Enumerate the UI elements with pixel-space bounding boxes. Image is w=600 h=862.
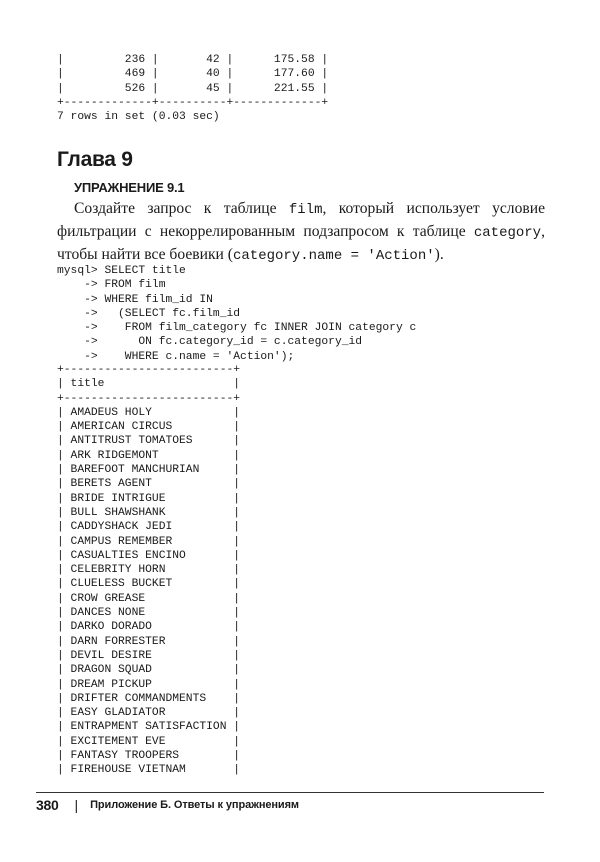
text-segment: , чтобы найти все боевики ( [57, 223, 545, 263]
result-line: | 236 | 42 | 175.58 | [57, 54, 329, 66]
text-segment: , который использует условие фильтрации с некоррелированным подзапросом к таблице [57, 200, 545, 240]
table-row: | CASUALTIES ENCINO | [57, 549, 241, 562]
table-row: | AMADEUS HOLY | [57, 406, 241, 419]
query-line: -> WHERE film_id IN [57, 293, 213, 306]
table-rows [57, 406, 240, 778]
table-row: | DANCES NONE | [57, 607, 241, 620]
inline-code-film: film [288, 202, 323, 218]
result-border: +-------------+----------+-------------+ [57, 96, 329, 109]
running-title: Приложение Б. Ответы к упражнениям [90, 799, 299, 811]
table-row: | DRIFTER COMMANDMENTS | [57, 692, 241, 705]
query-line: mysql> SELECT title [57, 265, 186, 277]
page-number: 380 [36, 797, 59, 813]
table-row: | CROW GREASE | [57, 592, 241, 605]
query-line: -> ON fc.category_id = c.category_id [57, 336, 363, 349]
inline-code-category: category [473, 225, 542, 241]
result-line: | 526 | 45 | 221.55 | [57, 82, 329, 95]
result-line: | 469 | 40 | 177.60 | [57, 68, 329, 81]
table-row: | ENTRAPMENT SATISFACTION | [57, 721, 241, 734]
rows-in-set: 7 rows in set (0.03 sec) [57, 111, 220, 124]
exercise-text [57, 198, 545, 267]
result-table [57, 363, 240, 778]
table-row: | DEVIL DESIRE | [57, 649, 241, 662]
table-row: | DREAM PICKUP | [57, 678, 241, 691]
page-footer [36, 797, 299, 813]
table-row: | BERETS AGENT | [57, 478, 241, 491]
query-line: -> WHERE c.name = 'Action'); [57, 350, 295, 363]
query-line: -> FROM film_category fc INNER JOIN category c [57, 322, 417, 335]
table-row: | CELEBRITY HORN | [57, 564, 241, 577]
table-row: | DARKO DORADO | [57, 621, 241, 634]
chapter-heading: Глава 9 [57, 148, 133, 171]
table-row: | AMERICAN CIRCUS | [57, 421, 241, 434]
table-row: | ANTITRUST TOMATOES | [57, 435, 241, 448]
exercise-heading: УПРАЖНЕНИЕ 9.1 [74, 180, 185, 195]
inline-code-condition: category.name = 'Action' [233, 248, 435, 264]
sql-query [57, 264, 416, 364]
footer-divider [36, 792, 544, 793]
table-row: | BAREFOOT MANCHURIAN | [57, 464, 241, 477]
table-row: | FANTASY TROOPERS | [57, 750, 241, 763]
table-row: | CAMPUS REMEMBER | [57, 535, 241, 548]
table-header: | title | [57, 378, 241, 391]
query-line: -> (SELECT fc.film_id [57, 307, 241, 320]
footer-separator: | [74, 797, 79, 813]
text-segment: Создайте запрос к таблице [74, 200, 289, 217]
table-row: | DARN FORRESTER | [57, 635, 241, 648]
table-row: | BRIDE INTRIGUE | [57, 492, 241, 505]
table-row: | ARK RIDGEMONT | [57, 449, 241, 462]
table-row: | EASY GLADIATOR | [57, 707, 241, 720]
table-row: | BULL SHAWSHANK | [57, 506, 241, 519]
table-row: | FIREHOUSE VIETNAM | [57, 764, 241, 777]
table-row: | DRAGON SQUAD | [57, 664, 241, 677]
table-row: | CLUELESS BUCKET | [57, 578, 241, 591]
previous-query-result [57, 53, 328, 124]
query-line: -> FROM film [57, 279, 166, 292]
table-row: | EXCITEMENT EVE | [57, 735, 241, 748]
table-border: +-------------------------+ [57, 364, 241, 376]
table-border: +-------------------------+ [57, 392, 241, 405]
text-segment: ). [434, 246, 444, 263]
table-row: | CADDYSHACK JEDI | [57, 521, 241, 534]
